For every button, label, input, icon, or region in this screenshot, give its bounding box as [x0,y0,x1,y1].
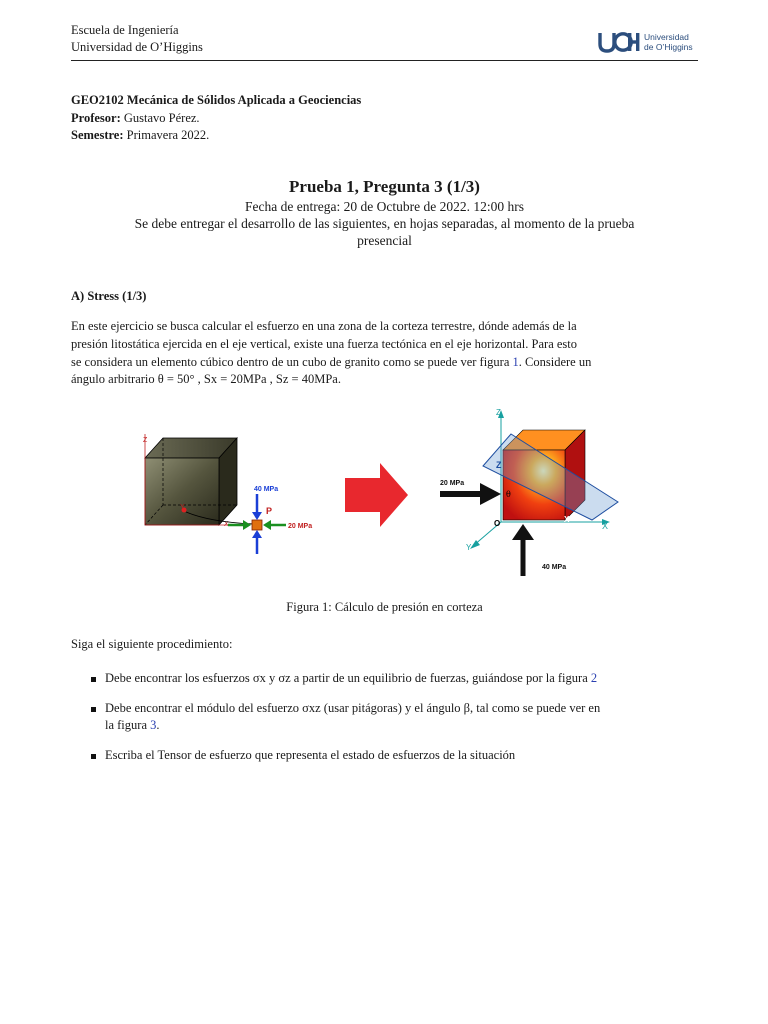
submission-note-line2: presencial [357,233,412,248]
figure-crust-pressure [140,400,620,590]
paragraph-text: . Considere un [518,354,592,369]
figure-caption: Figura 1: Cálculo de presión en corteza [286,600,483,614]
list-item-text: la figura [105,718,151,732]
procedure-list [71,670,698,776]
submission-note-line1: Se debe entregar el desarrollo de las siguientes, en hojas separadas, al momento de la prueba [134,216,635,231]
school-name: Escuela de Ingeniería [71,23,179,37]
semester-label: Semestre: [71,128,124,142]
list-item-text: Debe encontrar los esfuerzos σx y σz a partir de un equilibrio de fuerzas, guiándose por la figura [105,671,591,685]
section-heading: A) Stress (1/3) [71,289,147,303]
figure-ref-link[interactable]: 1 [512,354,519,369]
plane-z-label: Z [496,460,502,470]
list-item [71,747,698,765]
right-bottom-force-label: 40 MPa [542,564,567,571]
origin-label: O [494,519,501,528]
theta-label: θ [506,490,511,499]
logo-text-line1: Universidad [644,32,689,42]
due-date: Fecha de entrega: 20 de Octubre de 2022. 12:00 hrs [245,199,524,214]
paragraph-text: se considera un elemento cúbico dentro de un cubo de granito como se puede ver figura [71,354,513,369]
corner-x-label: X [564,515,570,524]
bullet-icon [91,754,96,759]
paragraph-line: En este ejercicio se busca calcular el esfuerzo en una zona de la corteza terrestre, dónde además de la [71,319,577,333]
list-item-text: Escriba el Tensor de esfuerzo que representa el estado de esfuerzos de la situación [105,747,516,762]
semester-value: Primavera 2022. [126,128,210,142]
left-z-label: Z [143,437,148,444]
title-block [71,176,698,249]
right-z-label: Z [496,408,501,417]
procedure-intro: Siga el siguiente procedimiento: [71,637,233,651]
transition-arrow-icon [345,463,408,527]
course-info [71,92,361,145]
school-info [71,22,203,56]
right-y-label: Y [466,543,472,552]
paragraph-line: ángulo arbitrario θ = 50° , Sx = 20MPa , Sz = 40MPa. [71,372,341,387]
page-title: Prueba 1, Pregunta 3 (1/3) [289,177,480,196]
paragraph-line [71,354,698,372]
granite-cube [145,434,237,525]
page-header [71,22,698,61]
left-x-label: X [224,521,229,528]
bullet-icon [91,677,96,682]
left-y-label: Y [180,504,185,511]
logo-text-line2: de O’Higgins [644,42,693,52]
professor-label: Profesor: [71,110,121,125]
course-title: GEO2102 Mecánica de Sólidos Aplicada a Geociencias [71,93,362,107]
bullet-icon [91,707,96,712]
professor-name: Gustavo Pérez. [123,110,200,125]
list-item-text: Debe encontrar el módulo del esfuerzo σxz (usar pitágoras) y el ángulo β, tal como se puede ver en [105,700,601,715]
paragraph-line: presión litostática ejercida en el eje vertical, existe una fuerza tectónica en el eje horizontal. Para esto [71,336,578,351]
list-item [71,670,698,688]
uoh-logo-mark-icon [598,30,642,54]
left-top-force-label: 40 MPa [254,486,279,493]
point-p-label: P [266,506,273,516]
right-side-force-label: 20 MPa [440,480,465,487]
logo-text [644,32,693,52]
university-name: Universidad de O’Higgins [71,40,203,54]
list-item [71,700,698,735]
right-x-label: X [602,521,609,531]
list-item-text: . [156,718,160,732]
problem-paragraph [71,318,698,389]
figure-ref-link[interactable]: 2 [590,671,598,685]
university-logo [598,30,698,54]
left-side-force-label: 20 MPa [288,523,313,530]
figure-ref-link[interactable]: 3 [150,718,157,732]
